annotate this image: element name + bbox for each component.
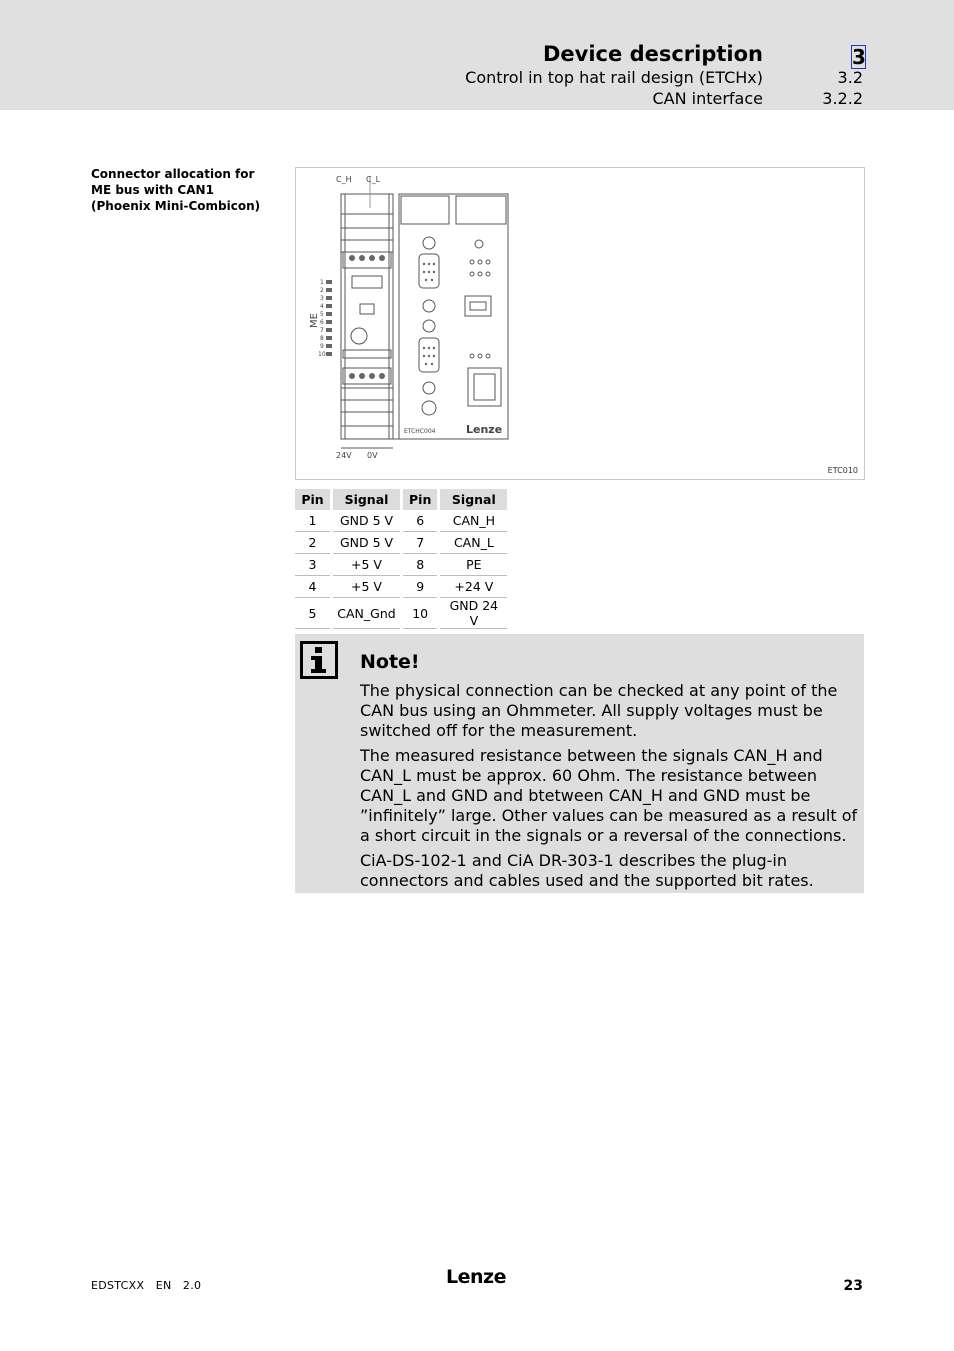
section-number: 3.2 xyxy=(837,68,863,87)
column-header: Pin xyxy=(402,489,439,510)
can-l-label: C_L xyxy=(366,175,381,184)
table-cell: CAN_L xyxy=(439,532,508,554)
table-cell: GND 5 V xyxy=(332,510,402,532)
note-paragraph: CiA-DS-102-1 and CiA DR-303-1 describes the plug-in connectors and cables used and the supported bit rates. xyxy=(360,851,814,890)
info-icon xyxy=(300,641,338,679)
device-drawing xyxy=(296,168,864,479)
note-paragraph: The measured resistance between the signals CAN_H and CAN_L must be approx. 60 Ohm. The resistance between CAN_L and GND and btetween CAN_H and GND must be ”infinitely” large. Other values can be measured as a result of a short circuit in the signals or a reversal of the connections. xyxy=(360,746,858,845)
page-title: Device description xyxy=(543,42,763,66)
model-label: ETCHC004 xyxy=(404,428,436,435)
table-row xyxy=(295,576,507,598)
pin-allocation-table xyxy=(295,489,507,629)
table-cell: 8 xyxy=(402,554,439,576)
note-body xyxy=(360,681,860,896)
table-row xyxy=(295,554,507,576)
voltage-0v-label: 0V xyxy=(367,451,378,460)
table-header-row xyxy=(295,489,507,510)
doc-id: EDSTCXX xyxy=(91,1279,145,1292)
doc-language: EN xyxy=(155,1279,172,1292)
subsection-number: 3.2.2 xyxy=(822,89,863,108)
table-cell: 6 xyxy=(402,510,439,532)
table-cell: GND 5 V xyxy=(332,532,402,554)
table-cell: 9 xyxy=(402,576,439,598)
table-cell: 3 xyxy=(295,554,332,576)
note-paragraph: The physical connection can be checked at any point of the CAN bus using an Ohmmeter. All supply voltages must be switched off for the measurement. xyxy=(360,681,838,740)
table-row xyxy=(295,510,507,532)
chapter-number-link[interactable]: 3 xyxy=(852,45,866,69)
table-cell: CAN_H xyxy=(439,510,508,532)
pin-number-label: 9 xyxy=(320,343,324,350)
footer-document-id xyxy=(91,1279,201,1292)
figure-caption: Connector allocation for ME bus with CAN1 (Phoenix Mini-Combicon) xyxy=(91,167,261,213)
table-cell: 2 xyxy=(295,532,332,554)
pin-number-label: 10 xyxy=(318,351,326,358)
table-cell: +5 V xyxy=(332,554,402,576)
pin-number-label: 1 xyxy=(320,279,324,286)
pin-number-label: 8 xyxy=(320,335,324,342)
column-header: Signal xyxy=(332,489,402,510)
pin-number-label: 2 xyxy=(320,287,324,294)
figure-code: ETC010 xyxy=(827,466,858,475)
table-cell: 4 xyxy=(295,576,332,598)
table-cell: GND 24 V xyxy=(439,598,508,629)
table-cell: 5 xyxy=(295,598,332,629)
note-box xyxy=(295,634,864,893)
table-cell: +5 V xyxy=(332,576,402,598)
lenze-logo: Lenze xyxy=(446,1266,506,1288)
table-cell: +24 V xyxy=(439,576,508,598)
note-title: Note! xyxy=(360,651,420,673)
table-row xyxy=(295,598,507,629)
subsection-title: CAN interface xyxy=(652,89,763,108)
can-h-label: C_H xyxy=(336,175,352,184)
column-header: Pin xyxy=(295,489,332,510)
doc-version: 2.0 xyxy=(182,1279,202,1292)
section-title: Control in top hat rail design (ETCHx) xyxy=(465,68,763,87)
table-cell: 7 xyxy=(402,532,439,554)
pin-number-label: 6 xyxy=(320,319,324,326)
page-number: 23 xyxy=(843,1278,863,1294)
table-cell: PE xyxy=(439,554,508,576)
pin-number-label: 4 xyxy=(320,303,324,310)
pin-number-label: 3 xyxy=(320,295,324,302)
page-header xyxy=(0,0,954,110)
column-header: Signal xyxy=(439,489,508,510)
pin-number-label: 7 xyxy=(320,327,324,334)
me-label: ME xyxy=(309,313,320,328)
table-cell: CAN_Gnd xyxy=(332,598,402,629)
table-row xyxy=(295,532,507,554)
device-brand-label: Lenze xyxy=(466,423,503,436)
pin-number-label: 5 xyxy=(320,311,324,318)
table-cell: 10 xyxy=(402,598,439,629)
table-cell: 1 xyxy=(295,510,332,532)
device-figure xyxy=(295,167,865,480)
voltage-24v-label: 24V xyxy=(336,451,352,460)
